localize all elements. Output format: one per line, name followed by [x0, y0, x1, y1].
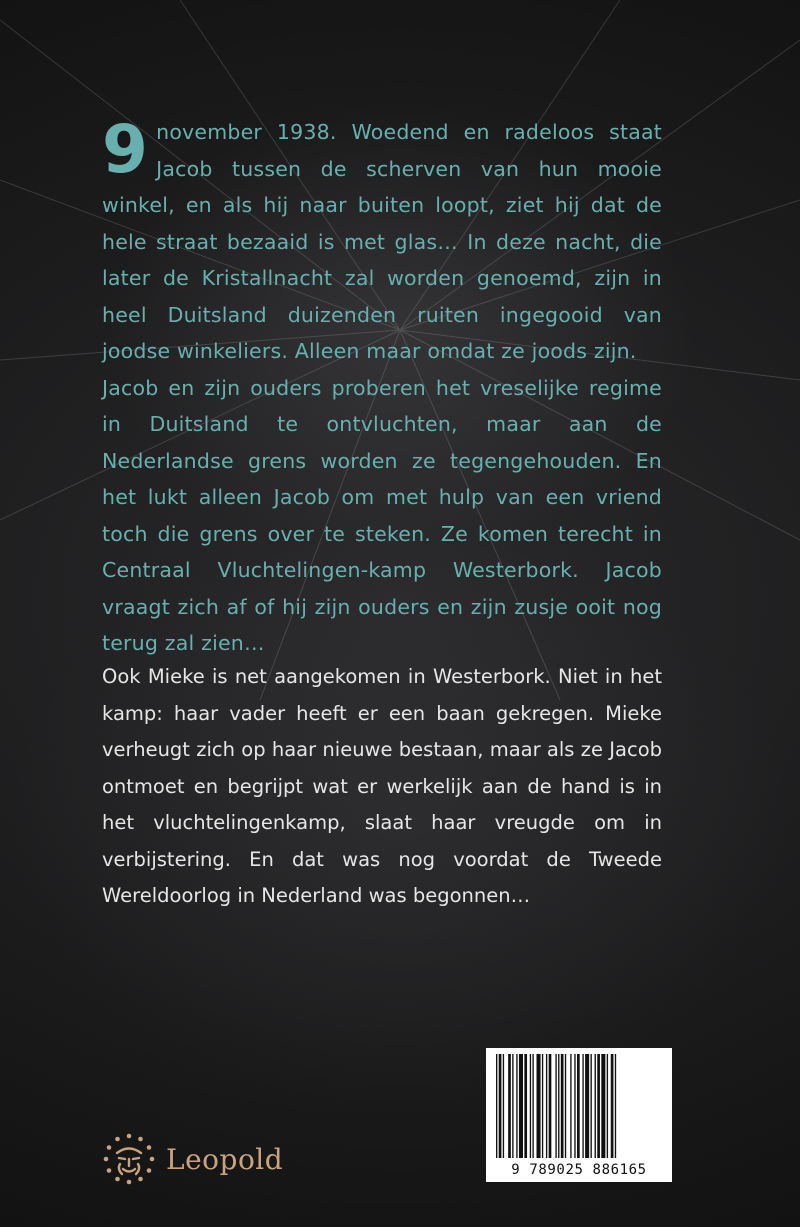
barcode-bar — [537, 1054, 541, 1158]
barcode-bar — [549, 1054, 552, 1158]
isbn-number: 9 789025 886165 — [511, 1162, 647, 1178]
barcode-bar — [542, 1054, 543, 1158]
barcode-bar — [555, 1054, 556, 1158]
publisher-name: Leopold — [166, 1143, 284, 1176]
body-paragraph: Ook Mieke is net aangekomen in Westerbork. Niet in het kamp: haar vader heeft er een baan gekregen. Mieke verheugt zich op haar nieuwe bestaan, maar als ze Jacob ontmoet en begrijpt wat er werkelijk aan de hand is in het vluchtelingenkamp, slaat haar vreugde om in verbijstering. En dat was nog voordat de Tweede Wereldoorlog in Nederland was begonnen… — [102, 665, 662, 907]
barcode-bar — [503, 1054, 504, 1158]
barcode-bar — [595, 1054, 596, 1158]
barcode-bar — [496, 1054, 497, 1158]
barcode-bar — [585, 1054, 589, 1158]
barcode-bar — [611, 1054, 614, 1158]
barcode-bar — [591, 1054, 592, 1158]
body-text — [102, 659, 662, 915]
barcode-bar — [577, 1054, 580, 1158]
blurb — [102, 111, 662, 662]
barcode-bar — [574, 1054, 575, 1158]
barcode-bar — [570, 1054, 571, 1158]
barcode-bar — [582, 1054, 583, 1158]
barcode-bar — [615, 1054, 616, 1158]
barcode-bar — [499, 1054, 502, 1158]
barcode-bar — [532, 1054, 533, 1158]
lion-icon — [100, 1131, 158, 1189]
dropcap: 9 — [102, 111, 149, 188]
barcode-bar — [601, 1054, 605, 1158]
barcode-bar — [597, 1054, 600, 1158]
barcode-bar — [524, 1054, 527, 1158]
barcode-bar — [508, 1054, 511, 1158]
barcode-bar — [546, 1054, 547, 1158]
barcode-bar — [607, 1054, 608, 1158]
barcode-bar — [558, 1054, 559, 1158]
blurb-paragraph-1: november 1938. Woedend en radeloos staat Jacob tussen de scherven van hun mooie winkel, en als hij naar buiten loopt, ziet hij dat de hele straat bezaaid is met glas… In deze nacht, die later de Kristallnacht zal worden genoemd, zijn in heel Duitsland duizenden ruiten ingegooid van joodse winkeliers. Alleen maar omdat ze joods zijn. — [102, 120, 662, 363]
isbn-barcode — [486, 1048, 672, 1182]
blurb-paragraph-2: Jacob en zijn ouders proberen het vreselijke regime in Duitsland te ontvluchten, maar aan de Nederlandse grens worden ze tegengehouden. En het lukt alleen Jacob om met hulp van een vriend toch die grens over te steken. Ze komen terecht in Centraal Vluchtelingen-kamp Westerbork. Jacob vraagt zich af of hij zijn ouders en zijn zusje ooit nog terug zal zien… — [102, 375, 662, 655]
barcode-bar — [565, 1054, 566, 1158]
barcode-bar — [561, 1054, 564, 1158]
barcode-bar — [516, 1054, 517, 1158]
barcode-bar — [519, 1054, 523, 1158]
barcode-bar — [530, 1054, 531, 1158]
barcode-bar — [512, 1054, 513, 1158]
barcode-bars — [494, 1054, 664, 1158]
